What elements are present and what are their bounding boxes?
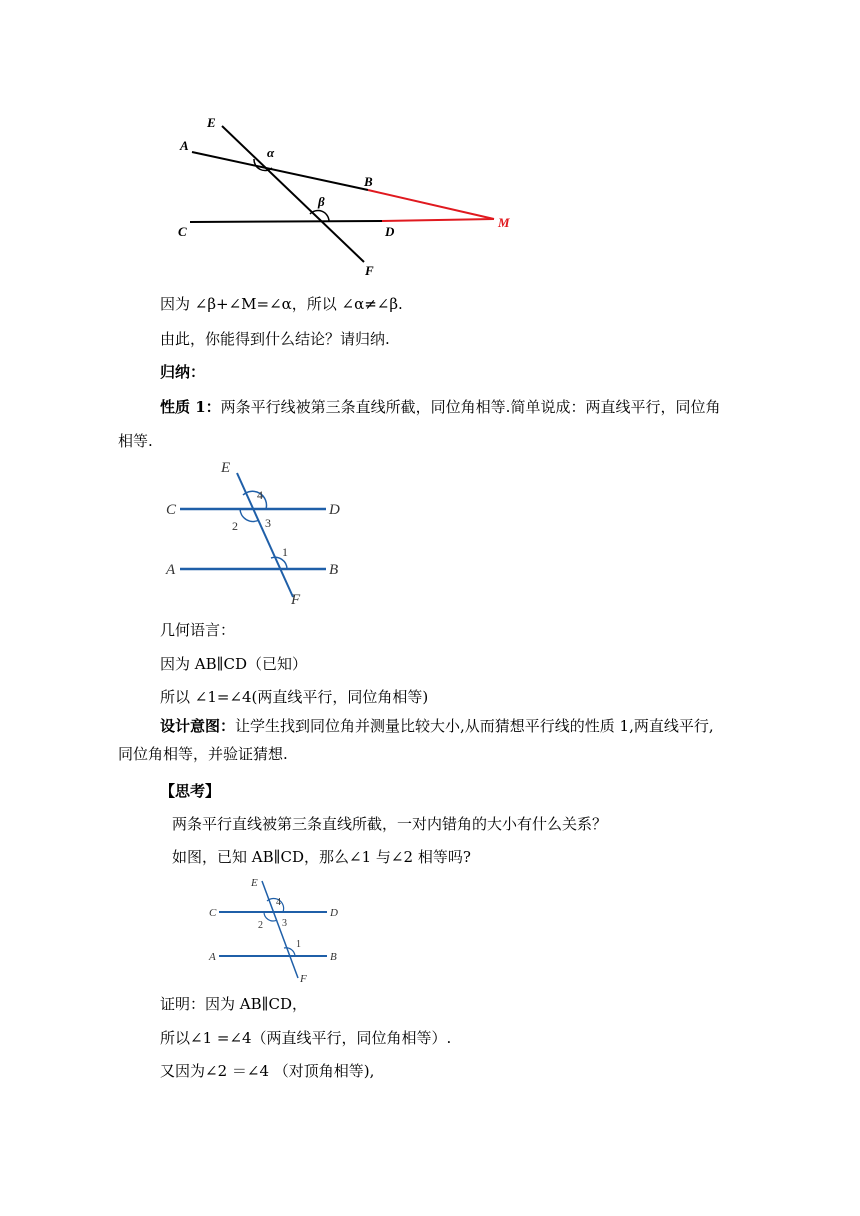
design-intent-line-continued: 同位角相等，并验证猜想. [118, 745, 288, 763]
proof-line-3: 又因为∠2 ＝∠4 （对顶角相等), [160, 1062, 375, 1080]
label-d: D [329, 502, 340, 518]
proof-line-2: 所以∠1 =∠4（两直线平行，同位角相等）. [160, 1029, 452, 1047]
label-4: 4 [257, 488, 263, 502]
label-c: C [209, 907, 217, 919]
label-m: M [498, 215, 510, 230]
label-d: D [385, 224, 395, 239]
design-intent-label: 设计意图： [160, 717, 236, 735]
conclusion-line: 所以 ∠1=∠4(两直线平行，同位角相等) [160, 688, 429, 706]
label-2: 2 [232, 519, 238, 533]
label-f: F [291, 592, 301, 608]
label-b: B [329, 562, 339, 578]
text-line-1: 因为 ∠β+∠M=∠α，所以 ∠α≠∠β. [160, 295, 403, 313]
label-f: F [365, 263, 374, 278]
label-b: B [364, 174, 373, 189]
label-e: E [251, 877, 258, 889]
label-1: 1 [282, 545, 288, 559]
section-heading-summary: 归纳： [160, 363, 206, 381]
label-4: 4 [276, 897, 281, 908]
label-1: 1 [296, 939, 301, 950]
label-c: C [166, 502, 177, 518]
label-beta: β [318, 194, 325, 209]
think-question-2: 如图，已知 AB∥CD，那么∠1 与∠2 相等吗? [172, 848, 471, 866]
label-3: 3 [282, 918, 287, 929]
label-a: A [180, 138, 189, 153]
label-f: F [300, 973, 307, 985]
label-3: 3 [265, 516, 271, 530]
given-line: 因为 AB∥CD（已知） [160, 655, 308, 673]
think-question: 两条平行直线被第三条直线所截，一对内错角的大小有什么关系？ [172, 815, 608, 833]
property-1-text: 两条平行线被第三条直线所截，同位角相等.简单说成：两直线平行，同位角 [220, 398, 721, 416]
label-b: B [330, 951, 337, 963]
label-e: E [207, 115, 216, 130]
label-a: A [209, 951, 216, 963]
label-d: D [330, 907, 338, 919]
label-a: A [166, 562, 176, 578]
text-line-2: 由此，你能得到什么结论？请归纳. [160, 330, 390, 348]
label-c: C [178, 224, 187, 239]
geometry-language-heading: 几何语言： [160, 621, 236, 639]
label-2: 2 [258, 920, 263, 931]
property-1-line-continued: 相等. [118, 432, 153, 450]
proof-line-1: 证明：因为 AB∥CD， [160, 995, 308, 1013]
section-heading-think: 【思考】 [160, 782, 221, 800]
property-1-label: 性质 1： [160, 398, 221, 416]
line-ef [262, 881, 298, 978]
label-alpha: α [267, 145, 275, 160]
design-intent-text: 让学生找到同位角并测量比较大小,从而猜想平行线的性质 1,两直线平行, [235, 717, 714, 735]
label-e: E [221, 460, 231, 476]
